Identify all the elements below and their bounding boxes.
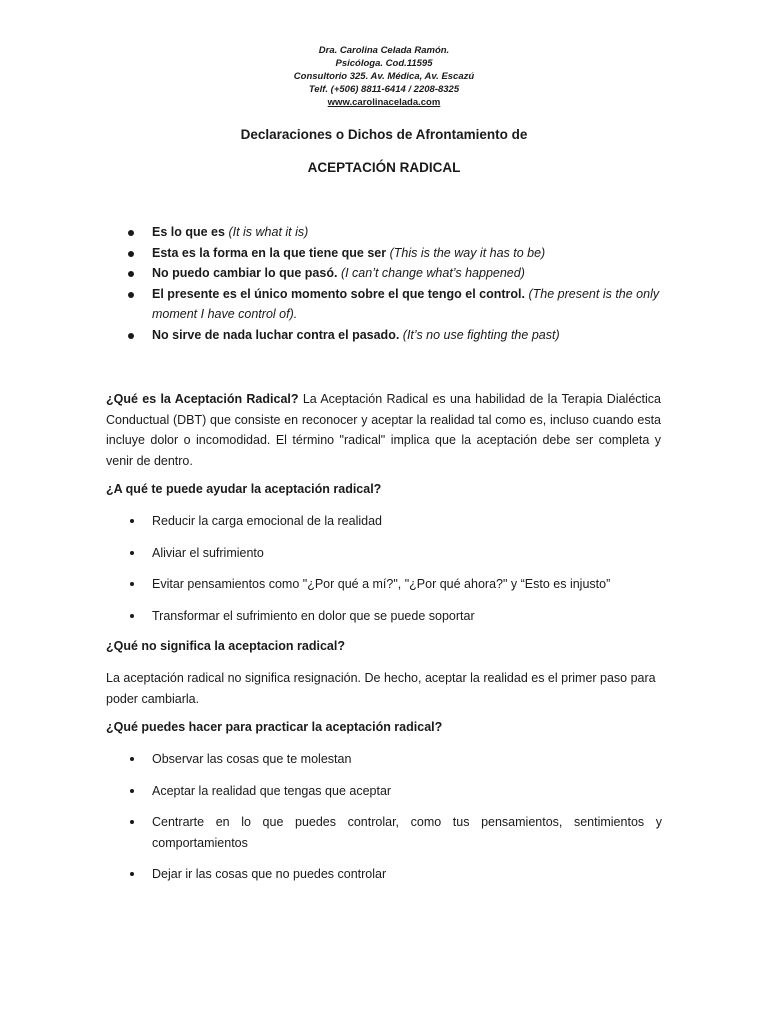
list-item-text: Transformar el sufrimiento en dolor que se puede soportar (152, 608, 475, 623)
list-item (106, 222, 666, 243)
list-item (106, 749, 662, 770)
bullet-icon (128, 333, 134, 339)
saying-spanish: No puedo cambiar lo que pasó. (152, 266, 338, 280)
list-item (106, 606, 662, 627)
phone-numbers: Telf. (+506) 8811-6414 / 2208-8325 (308, 84, 460, 95)
list-item-text: Centrarte en lo que puedes controlar, como tus pensamientos, sentimientos y comportamientos (152, 815, 662, 850)
doctor-name: Dra. Carolina Celada Ramón. (318, 45, 450, 56)
doctor-profession: Psicóloga. Cod.11595 (335, 58, 433, 69)
intro-question: ¿Qué es la Aceptación Radical? (106, 392, 299, 406)
bullet-icon (128, 292, 134, 298)
document-title: Declaraciones o Dichos de Afrontamiento de (240, 127, 528, 142)
document-subtitle: ACEPTACIÓN RADICAL (307, 160, 461, 175)
intro-paragraph (106, 389, 661, 471)
practice-list (106, 749, 662, 885)
list-item-text: Evitar pensamientos como "¿Por qué a mí?", "¿Por qué ahora?" y “Esto es injusto” (152, 577, 611, 591)
bullet-icon (128, 251, 134, 257)
list-item (106, 243, 666, 264)
list-item-text: Aceptar la realidad que tengas que aceptar (152, 783, 392, 798)
help-list (106, 511, 662, 626)
not-meaning-paragraph: La aceptación radical no significa resignación. De hecho, aceptar la realidad es el primer paso para poder cambiarla. (106, 671, 656, 706)
list-item (106, 864, 662, 885)
list-item (106, 263, 666, 284)
bullet-icon (130, 820, 134, 824)
bullet-icon (130, 789, 134, 793)
list-item-text: Observar las cosas que te molestan (152, 752, 352, 766)
office-address: Consultorio 325. Av. Médica, Av. Escazú (293, 71, 475, 82)
list-item-text: Dejar ir las cosas que no puedes controlar (152, 867, 387, 881)
not-meaning-heading: ¿Qué no significa la aceptacion radical? (106, 639, 345, 653)
practice-heading: ¿Qué puedes hacer para practicar la aceptación radical? (106, 720, 443, 734)
help-heading: ¿A qué te puede ayudar la aceptación radical? (106, 482, 382, 496)
list-item (106, 511, 662, 532)
bullet-icon (130, 614, 134, 618)
bullet-icon (130, 551, 134, 555)
list-item (106, 781, 662, 802)
list-item (106, 812, 662, 853)
saying-spanish: No sirve de nada luchar contra el pasado. (152, 327, 400, 342)
saying-spanish: El presente es el único momento sobre el que tengo el control. (152, 286, 525, 301)
bullet-icon (130, 582, 134, 586)
list-item (106, 543, 662, 564)
sayings-list (106, 222, 666, 345)
saying-spanish: Es lo que es (152, 225, 225, 239)
website-link[interactable]: www.carolinacelada.com (327, 97, 441, 108)
saying-spanish: Esta es la forma en la que tiene que ser (152, 245, 387, 260)
bullet-icon (128, 230, 134, 236)
saying-english: (It’s no use fighting the past) (402, 327, 560, 342)
saying-english: (It is what it is) (228, 225, 309, 239)
letterhead (0, 44, 768, 109)
list-item (106, 284, 666, 325)
list-item (106, 325, 666, 346)
saying-english: (I can’t change what’s happened) (340, 266, 525, 280)
bullet-icon (130, 519, 134, 523)
list-item-text: Reducir la carga emocional de la realidad (152, 514, 382, 528)
bullet-icon (128, 271, 134, 277)
bullet-icon (130, 872, 134, 876)
list-item (106, 574, 662, 595)
bullet-icon (130, 757, 134, 761)
saying-english: (The present is the only moment I have control of). (152, 286, 660, 321)
list-item-text: Aliviar el sufrimiento (152, 545, 264, 560)
intro-answer: La Aceptación Radical es una habilidad de la Terapia Dialéctica Conductual (DBT) que consiste en reconocer y aceptar la realidad tal como es, incluso cuando esta incluye dolor o incomodidad. El término "radical" implica que la aceptación debe ser completa y venir de dentro. (106, 392, 661, 468)
saying-english: (This is the way it has to be) (389, 245, 546, 260)
